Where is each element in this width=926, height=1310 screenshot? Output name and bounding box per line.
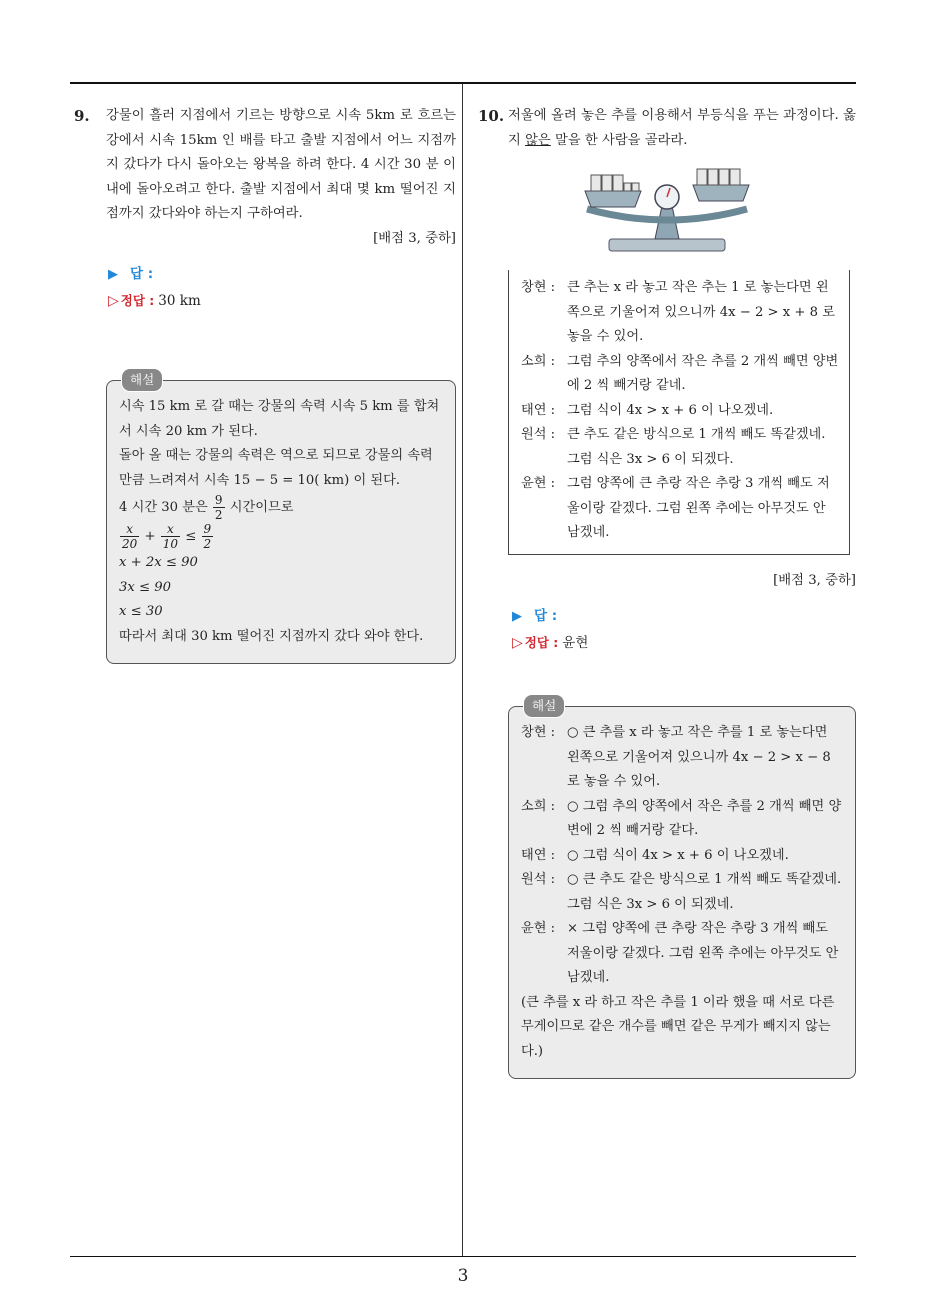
correct-value: 윤현	[562, 635, 589, 651]
explanation-line: 윤현 : × 그럼 양쪽에 큰 추랑 작은 추랑 3 개씩 빼도 저울이랑 같겠다. 그럼 왼쪽 추에는 아무것도 안 남겠네.	[521, 921, 839, 985]
play-triangle-icon: ▶	[512, 609, 522, 624]
explanation-box	[508, 698, 856, 1079]
column-divider	[462, 84, 463, 1256]
answer-block	[478, 603, 856, 656]
explanation-line	[119, 493, 443, 522]
question-number: 9.	[74, 107, 90, 125]
top-rule	[70, 82, 856, 84]
correct-label: 정답 :	[524, 635, 559, 650]
question-10	[478, 104, 856, 153]
question-text: 강물이 흘러 지점에서 기르는 방향으로 시속 5km 로 흐르는 강에서 시속 15km 인 배를 타고 출발 지점에서 어느 지점까지 갔다가 다시 돌아오는 왕복을 하려 한다. 4 시간 30 분 이내에 돌아오려고 한다. 출발 지점에서 최대 몇 km 떨어진 지점까지 갔다와야 하는지 구하여라.	[106, 108, 456, 221]
fraction: $\frac{x}{20}$	[122, 522, 138, 551]
explanation-line: 시속 15 km 로 갈 때는 강물의 속력 시속 5 km 를 합쳐서 시속 20 km 가 된다.	[119, 399, 440, 439]
answer-label: 답 :	[534, 608, 558, 624]
points-label: [배점 3, 중하]	[773, 572, 856, 588]
operator: +	[144, 529, 156, 544]
dialogue-line: 창현 : 큰 추는 x 라 놓고 작은 추는 1 로 놓는다면 왼쪽으로 기울어져 있으니까 4x − 2 > x + 8 로 놓을 수 있어.	[521, 280, 835, 344]
question-9	[74, 104, 456, 251]
answer-label: 답 :	[130, 266, 154, 282]
correct-label: 정답 :	[120, 293, 155, 308]
explanation-line: 소희 : ○ 그럼 추의 양쪽에서 작은 추를 2 개씩 빼면 양변에 2 씩 빼거랑 같다.	[521, 798, 842, 838]
dialogue-line: 원석 : 큰 추도 같은 방식으로 1 개씩 빼도 똑같겠네. 그럼 식은 3x > 6 이 되겠다.	[521, 427, 826, 467]
outline-triangle-icon: ▷	[512, 635, 523, 651]
text-segment: 시간이므로	[229, 500, 294, 515]
answer-block	[74, 261, 456, 314]
fraction: $\frac{x}{10}$	[162, 522, 179, 551]
explanation-box	[106, 372, 456, 664]
explanation-line: 따라서 최대 30 km 떨어진 지점까지 갔다 와야 한다.	[119, 628, 424, 644]
dialogue-line: 태연 : 그럼 식이 4x > x + 6 이 나오겠네.	[521, 402, 774, 418]
inequality-line	[119, 522, 443, 551]
question-number: 10.	[478, 107, 505, 125]
page-number: 3	[457, 1266, 469, 1286]
explanation-line: 3x ≤ 90	[119, 579, 172, 595]
outline-triangle-icon: ▷	[108, 293, 119, 309]
explanation-line: 태연 : ○ 그럼 식이 4x > x + 6 이 나오겠네.	[521, 847, 789, 863]
explanation-line: 돌아 올 때는 강물의 속력은 역으로 되므로 강물의 속력만큼 느려져서 시속 15 − 5 = 10( km) 이 된다.	[119, 448, 433, 488]
explanation-line: 창현 : ○ 큰 추를 x 라 놓고 작은 추를 1 로 놓는다면 왼쪽으로 기울어져 있으니까 4x − 2 > x − 8 로 놓을 수 있어.	[521, 725, 831, 789]
bottom-rule	[70, 1256, 856, 1257]
explanation-note: (큰 추를 x 라 하고 작은 추를 1 이라 했을 때 서로 다른 무게이므로 같은 개수를 빼면 같은 무게가 빼지지 않는다.)	[521, 994, 835, 1059]
question-text: 저울에 올려 놓은 추를 이용해서 부등식을 푸는 과정이다. 옳지 않은 말을 한 사람을 골라라.	[508, 108, 856, 148]
explanation-line: x + 2x ≤ 90	[119, 555, 198, 570]
left-column	[74, 104, 456, 664]
dialogue-line: 윤현 : 그럼 양쪽에 큰 추랑 작은 추랑 3 개씩 빼도 저울이랑 같겠다. 그럼 왼쪽 추에는 아무것도 안 남겠네.	[521, 476, 830, 540]
operator: ≤	[185, 529, 197, 544]
right-column	[478, 104, 856, 1079]
fraction: $\frac{9}{2}$	[203, 522, 212, 551]
correct-value: 30 km	[158, 293, 201, 309]
balance-scale-illustration	[577, 161, 757, 256]
text-segment: 4 시간 30 분은	[119, 500, 208, 515]
explanation-tag: 해설	[523, 694, 565, 718]
play-triangle-icon: ▶	[108, 267, 118, 282]
points-row	[478, 569, 856, 594]
explanation-tag: 해설	[121, 368, 163, 392]
points-label: [배점 3, 중하]	[373, 230, 456, 246]
fraction: $\frac{9}{2}$	[214, 493, 223, 522]
explanation-line: x ≤ 30	[119, 604, 163, 619]
dialogue-box	[508, 270, 850, 555]
dialogue-line: 소희 : 그럼 추의 양쪽에서 작은 추를 2 개씩 빼면 양변에 2 씩 빼거랑 같네.	[521, 353, 839, 393]
explanation-line: 원석 : ○ 큰 추도 같은 방식으로 1 개씩 빼도 똑같겠네. 그럼 식은 3x > 6 이 되겠네.	[521, 872, 842, 912]
